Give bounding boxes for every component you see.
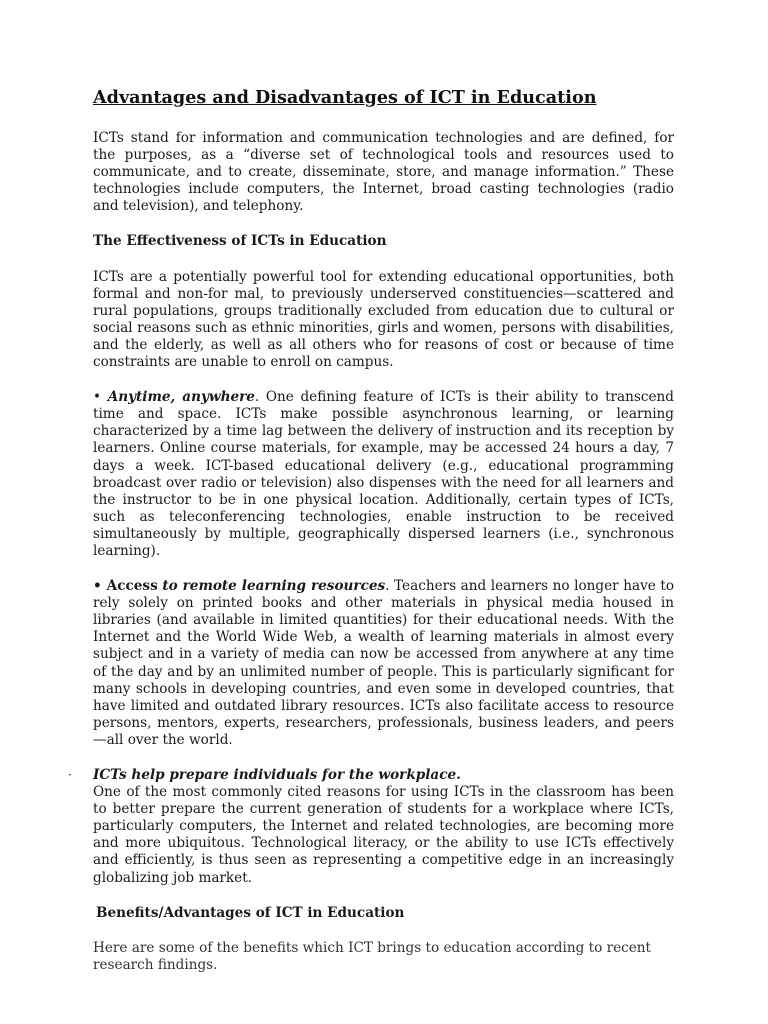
bullet-text-access: . Teachers and learners no longer have to rely solely on printed books and other materials in physical media housed in libraries (and available in limited quantities) for their educational needs. With the Internet and the World Wide Web, a wealth of learning materials in almost every subject and in a variety of media can now be accessed from anywhere at any time of the day and by an unlimited number of people. This is particularly significant for many schools in developing countries, and even some in developed countries, that have limited and outdated library resources. ICTs also facilitate access to resource persons, mentors, experts, researchers, professionals, business leaders, and peers—all over the world. [93, 578, 675, 748]
effectiveness-paragraph: ICTs are a potentially powerful tool for extending educational opportunities, both formal and non-for mal, to previously underserved constituencies—scattered and rural populations, groups traditionally excluded from education due to cultural or social reasons such as ethnic minorities, girls and women, persons with disabilities, and the elderly, as well as all others who for reasons of cost or because of time constraints are unable to enroll on campus. [93, 268, 674, 371]
bullet-text-anytime: . One defining feature of ICTs is their ability to transcend time and space. ICTs make possible asynchronous learning, or learning characterized by a time lag between the delivery of instruction and its reception by learners. Online course materials, for example, may be accessed 24 hours a day, 7 days a week. ICT-based educational delivery (e.g., educational programming broadcast over radio or television) also dispenses with the need for all learners and the instructor to be in one physical location. Additionally, certain types of ICTs, such as teleconferencing technologies, enable instruction to be received simultaneously by multiple, geographically dispersed learners (i.e., synchronous learning). [93, 389, 675, 559]
document-title: Advantages and Disadvantages of ICT in Education [93, 87, 597, 108]
bullet-anytime-anywhere [93, 389, 674, 560]
workplace-paragraph: One of the most commonly cited reasons for using ICTs in the classroom has been to better prepare the current generation of students for a workplace where ICTs, particularly computers, the Internet and related technologies, are becoming more and more ubiquitous. Technological literacy, or the ability to use ICTs effectively and efficiently, is thus seen as representing a competitive edge in an increasingly globalizing job market. [93, 784, 674, 886]
bullet-lead-anytime: Anytime, anywhere [107, 389, 255, 406]
intro-paragraph: ICTs stand for information and communication technologies and are defined, for the purposes, as a “diverse set of technological tools and resources used to communicate, and to create, disseminate, store, and manage information.” These technologies include computers, the Internet, broad casting technologies (radio and television), and telephony. [93, 130, 674, 215]
bullet-marker-access: • Access [93, 578, 158, 595]
bullet-workplace-heading [68, 767, 674, 784]
bullet-lead-access: to remote learning resources [162, 578, 386, 595]
bullet-marker-workplace: · [68, 768, 72, 782]
effectiveness-heading: The Effectiveness of ICTs in Education [93, 233, 387, 250]
bullet-marker: • [93, 389, 102, 406]
bullet-access [93, 578, 674, 749]
document-page [68, 86, 675, 974]
benefits-paragraph: Here are some of the benefits which ICT brings to education according to recent research findings. [93, 939, 652, 973]
bullet-lead-workplace: ICTs help prepare individuals for the workplace. [93, 767, 461, 783]
benefits-heading: Benefits/Advantages of ICT in Education [96, 904, 405, 921]
